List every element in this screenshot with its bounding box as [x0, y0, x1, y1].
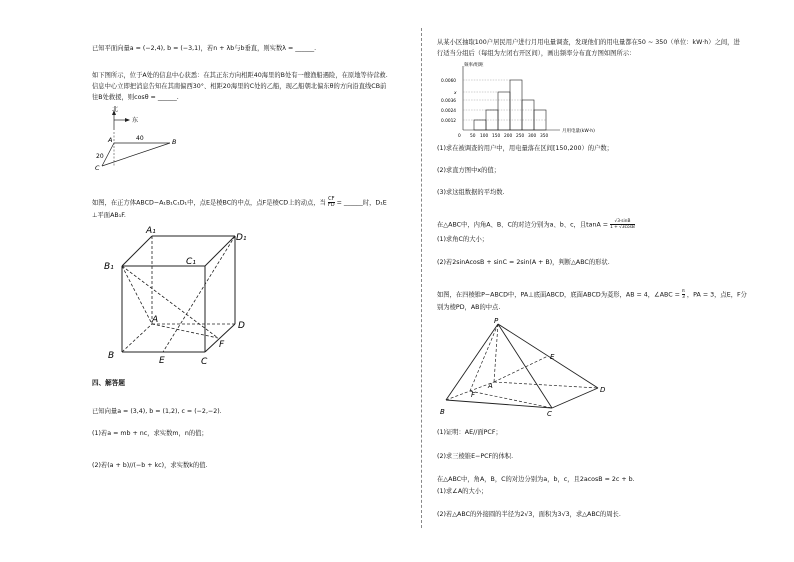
question-pyramid-line2: 别为棱PD，AB的中点.: [437, 304, 501, 311]
pyr-label-d: D: [600, 386, 606, 394]
edge-ba: [122, 324, 152, 352]
triangle-tan-part1: (1)求角C的大小；: [437, 236, 489, 243]
question-triangle-tan: [437, 219, 635, 230]
hist-ytick: 0.0060: [441, 79, 457, 84]
label-20: 20: [96, 153, 104, 160]
question-vectors-part1: (1)若a = mb + nc，求实数m，n的值；: [92, 430, 208, 437]
triangle-tan-part2: (2)若2sinAcosB + sinC = 2sin(A + B)，判断△ABC的形状.: [437, 259, 610, 266]
triangle-cos-part2: (2)若△ABC的外接圆的半径为2√3，面积为3√3，求△ABC的周长.: [437, 511, 621, 518]
question-vector-perpendicular: 已知平面向量a = (−2,4), b = (−3,1)，若n + λb与b垂直，则实数λ = ______.: [92, 45, 317, 52]
question-rescue-line3: 往B处救援，则cosθ = ______.: [92, 94, 179, 101]
fraction-num: CF: [328, 196, 335, 202]
hist-xtick: 0: [458, 134, 461, 138]
pyr-label-c: C: [547, 410, 552, 418]
hist-xtick: 150: [492, 134, 501, 138]
north-label: 北: [112, 106, 119, 113]
edge-b1a1: [122, 236, 152, 266]
edge-bc: [446, 400, 552, 408]
question-vectors: 已知向量a = (3,4), b = (1,2), c = (−2,−2).: [92, 408, 222, 415]
hist-bar: [522, 100, 534, 130]
electricity-part3: (3)求这组数据的平均数.: [437, 189, 505, 196]
cube-label-d: D: [238, 321, 245, 331]
cube-label-b1: B₁: [104, 262, 114, 272]
fraction-tan: [610, 219, 635, 230]
hist-xlabel: 月用电量(kW·h): [562, 129, 595, 134]
electricity-part1: (1)求在被调查的用户中，用电量落在区间[150,200）的户数；: [437, 145, 613, 152]
label-c: C: [95, 164, 100, 172]
hist-xtick: 200: [504, 134, 513, 138]
question-cube-text-a: 如图，在正方体ABCD−A₁B₁C₁D₁中，点E是棱BC的中点，点F是棱CD上的动点，当: [92, 199, 326, 207]
label-40: 40: [136, 135, 144, 142]
edge-pa: [494, 324, 498, 382]
question-rescue-line1: 如下图所示，位于A处的信息中心获悉：在其正东方向相距40海里的B处有一艘渔船遇险，在原地等待营救.: [92, 72, 388, 79]
fraction-num: π: [682, 289, 685, 294]
east-label: 东: [132, 117, 139, 124]
hist-ytick: 0.0024: [441, 109, 457, 114]
pyr-label-b: B: [440, 408, 445, 416]
hist-xtick: 350: [540, 134, 549, 138]
cube-label-c1: C₁: [186, 257, 196, 267]
hist-ytick: 0.0012: [441, 119, 457, 124]
question-pyramid-line1: [437, 289, 747, 300]
segment-b1a: [122, 266, 152, 324]
hist-ytick: 0.0036: [441, 99, 457, 104]
hist-xtick: 300: [528, 134, 537, 138]
triangle-tan-text: 在△ABC中，内角A、B、C的对边分别为a、b、c，且tanA =: [437, 221, 609, 229]
pyramid-part2: (2)求三棱锥E−PCF的体积.: [437, 453, 514, 460]
question-electricity-line1: 从某小区抽取100户居民用户进行月用电量调查，发现他们的用电量都在50 ~ 350（单位：kW·h）之间，进: [437, 39, 740, 46]
hist-xtick: 100: [480, 134, 489, 138]
pyr-label-a: A: [488, 382, 493, 390]
cube-label-a1: A₁: [146, 226, 156, 236]
column-divider: [421, 28, 423, 528]
pyramid-text-b: ，PA = 3，点E，F分: [686, 291, 747, 299]
edge-c1d1: [205, 236, 235, 266]
pyramid-figure: [436, 316, 616, 418]
east-arrow-head: [125, 118, 130, 122]
pyramid-part1: (1)证明：AE//面PCF；: [437, 429, 502, 436]
cube-figure: [100, 224, 270, 369]
label-a: A: [108, 136, 113, 144]
question-triangle-cos: 在△ABC中，角A，B，C的对边分别为a，b，c，且2acosB = 2c + b.: [437, 476, 635, 483]
fraction-num: √3·sinB: [610, 219, 635, 225]
electricity-part2: (2)求直方图中x的值；: [437, 167, 501, 174]
question-electricity-line2: 行适当分组后（每组为左闭右开区间），画出频率分布直方图如图所示：: [437, 50, 636, 57]
question-rescue-line2: 信息中心立即把消息告知在其南偏西30°、相距20海里的C处的乙船，现乙船朝北偏东θ的方向沿直线CB前: [92, 83, 387, 90]
cube-label-e: E: [159, 356, 165, 366]
cube-label-d1: D₁: [236, 233, 247, 243]
fraction-den: 1 + √3cosB: [610, 225, 635, 230]
hist-xtick: 250: [516, 134, 525, 138]
hist-ylabel: 频率/组距: [464, 63, 484, 68]
hist-ytick: x: [454, 91, 457, 96]
cube-label-c: C: [201, 357, 208, 367]
rescue-figure: [92, 106, 192, 176]
edge-ad: [494, 382, 598, 388]
hist-xtick: 50: [470, 134, 476, 138]
histogram: [438, 60, 608, 138]
cube-label-a: A: [152, 315, 159, 325]
question-cube-line1: [92, 197, 387, 208]
pyramid-text-a: 如图，在四棱锥P−ABCD中，PA⊥底面ABCD，底面ABCD为菱形，AB = 4，∠ABC =: [437, 291, 680, 299]
fraction-pi-3: [682, 289, 685, 300]
hist-bar: [510, 80, 522, 130]
question-cube-text-b: = ______时，D₁E: [336, 199, 387, 207]
fraction-den: FD: [327, 202, 335, 208]
hist-bar: [474, 120, 486, 130]
segment-fc: [470, 391, 552, 408]
fraction-cf-fd: [328, 197, 335, 208]
hist-bar: [498, 92, 510, 130]
triangle-cos-part1: (1)求∠A的大小；: [437, 488, 488, 495]
edge-cd: [552, 388, 598, 408]
pyr-label-f: F: [471, 391, 476, 399]
edge-pd: [498, 324, 598, 388]
section-heading: 四、解答题: [92, 379, 125, 387]
cube-label-b: B: [108, 351, 115, 361]
pyr-label-p: P: [494, 317, 499, 325]
question-vectors-part2: (2)若(a + b)//(−b + kc)，求实数k的值.: [92, 462, 208, 469]
segment-b1f: [122, 266, 218, 338]
cube-label-f: F: [219, 340, 225, 350]
label-b: B: [172, 138, 177, 146]
pyr-label-e: E: [550, 353, 555, 361]
edge-pc: [498, 324, 552, 408]
question-cube-line2: ⊥平面AB₁F.: [92, 212, 126, 219]
fraction-den: 3: [681, 295, 685, 300]
